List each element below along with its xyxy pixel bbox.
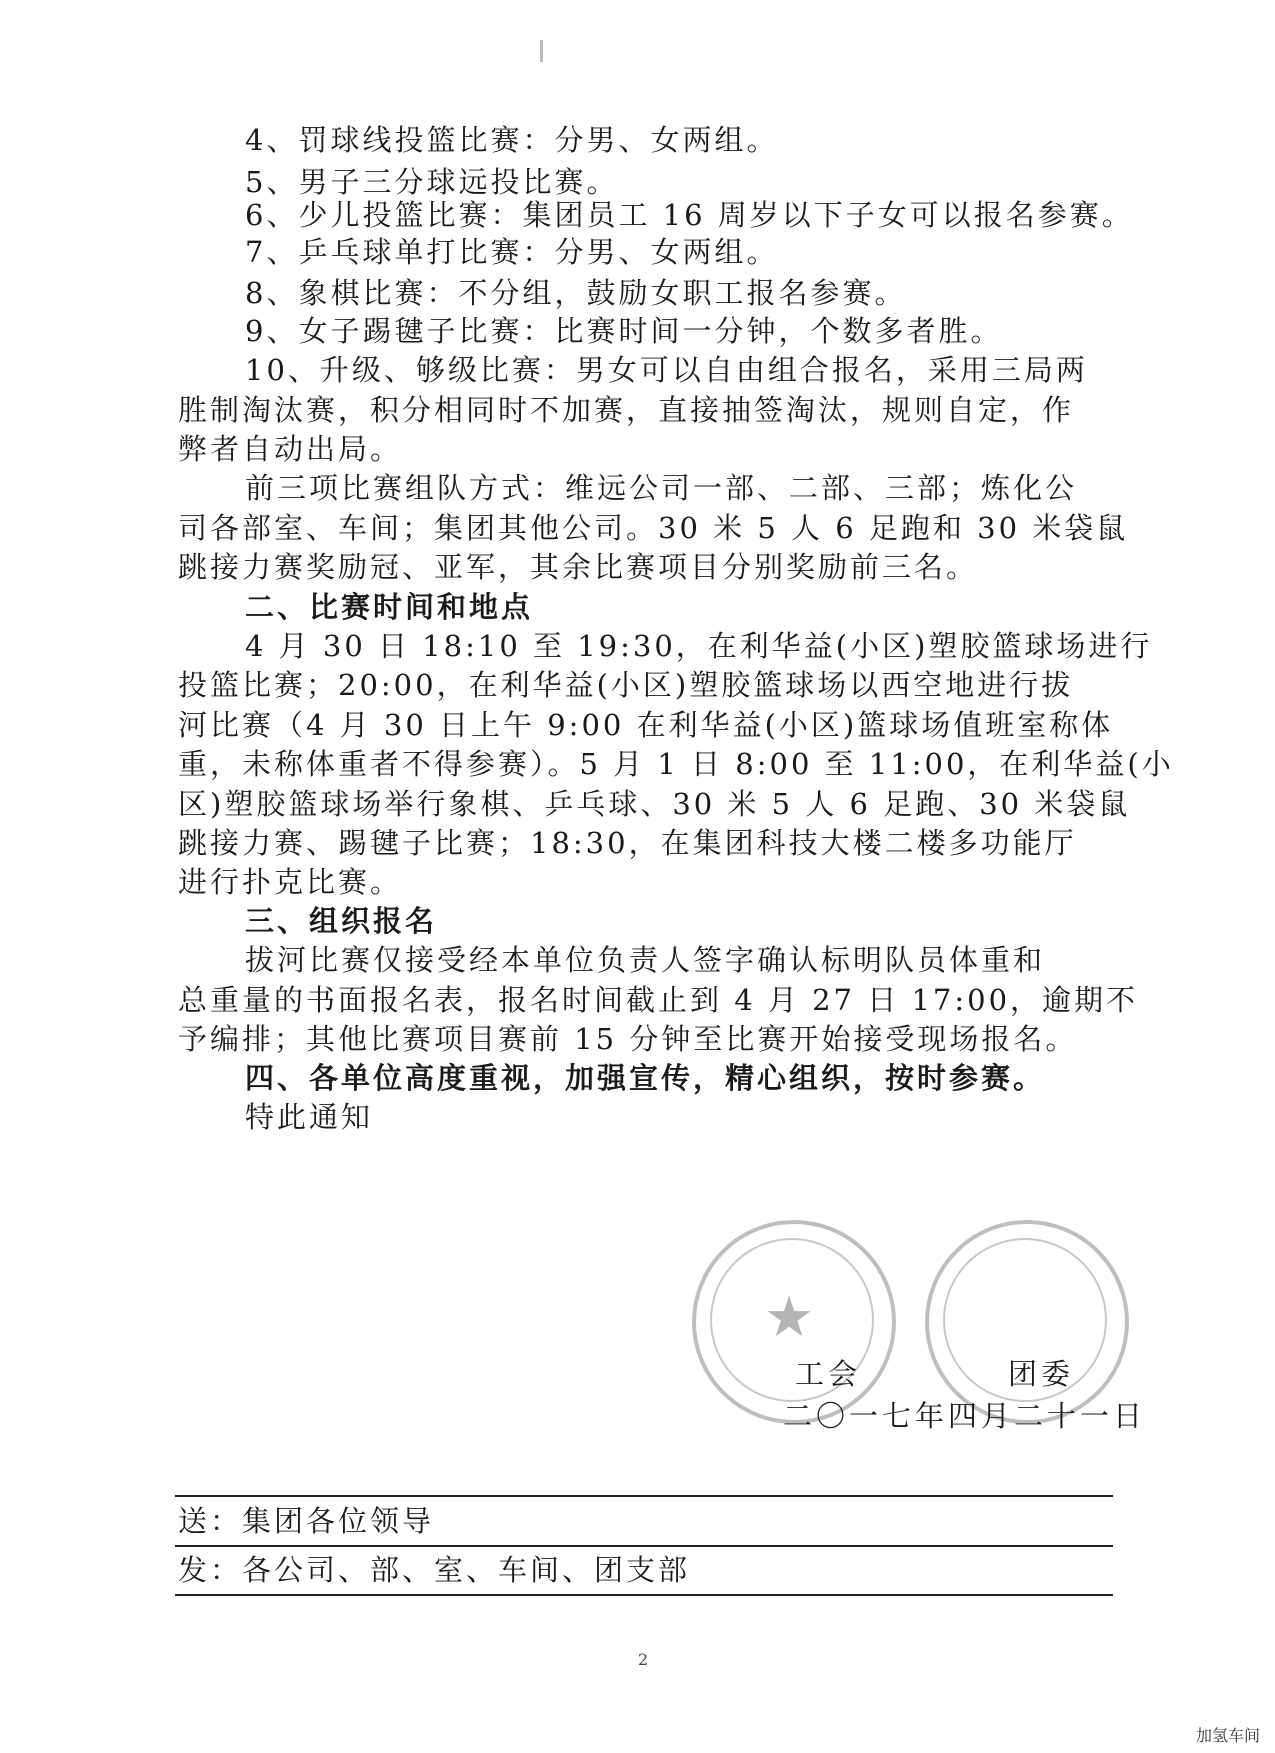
item-10-line-1: 10、升级、够级比赛：男女可以自由组合报名，采用三局两 — [245, 353, 1088, 387]
distribution-to: 送：集团各位领导 — [178, 1504, 435, 1538]
section-2-heading: 二、比赛时间和地点 — [245, 590, 534, 624]
section-4-heading: 四、各单位高度重视，加强宣传，精心组织，按时参赛。 — [245, 1061, 1046, 1095]
section-2-line-5: 区)塑胶篮球场举行象棋、乒乓球、30 米 5 人 6 足跑、30 米袋鼠 — [178, 787, 1131, 821]
section-2-line-3: 河比赛（4 月 30 日上午 9:00 在利华益(小区)篮球场值班室称体 — [178, 708, 1114, 742]
item-7: 7、乒乓球单打比赛：分男、女两组。 — [245, 235, 779, 269]
team-paragraph-line-2: 司各部室、车间；集团其他公司。30 米 5 人 6 足跑和 30 米袋鼠 — [178, 511, 1129, 545]
section-3-line-2: 总重量的书面报名表，报名时间截止到 4 月 27 日 17:00，逾期不 — [178, 983, 1139, 1017]
distribution-cc: 发：各公司、部、室、车间、团支部 — [178, 1553, 691, 1587]
item-6: 6、少儿投篮比赛：集团员工 16 周岁以下子女可以报名参赛。 — [245, 198, 1134, 232]
item-10-line-3: 弊者自动出局。 — [178, 432, 403, 466]
section-3-line-1: 拔河比赛仅接受经本单位负责人签字确认标明队员体重和 — [245, 943, 1046, 977]
section-2-line-4: 重，未称体重者不得参赛）。5 月 1 日 8:00 至 11:00，在利华益(小 — [178, 747, 1174, 781]
page-number: 2 — [638, 1650, 649, 1669]
item-5: 5、男子三分球远投比赛。 — [245, 165, 619, 199]
section-2-line-2: 投篮比赛；20:00，在利华益(小区)塑胶篮球场以西空地进行拔 — [178, 668, 1074, 702]
signature-youth-league: 团委 — [1008, 1357, 1075, 1391]
distribution-rule-bottom — [175, 1594, 1113, 1596]
section-3-heading: 三、组织报名 — [245, 904, 438, 938]
distribution-rule-middle — [175, 1545, 1113, 1547]
team-paragraph-line-3: 跳接力赛奖励冠、亚军，其余比赛项目分别奖励前三名。 — [178, 550, 979, 584]
notice-closing: 特此通知 — [245, 1100, 374, 1134]
section-2-line-1: 4 月 30 日 18:10 至 19:30，在利华益(小区)塑胶篮球场进行 — [245, 629, 1153, 663]
item-8: 8、象棋比赛：不分组，鼓励女职工报名参赛。 — [245, 276, 907, 310]
star-icon: ★ — [764, 1285, 815, 1350]
item-9: 9、女子踢毽子比赛：比赛时间一分钟，个数多者胜。 — [245, 314, 1003, 348]
section-2-line-6: 跳接力赛、踢毽子比赛；18:30，在集团科技大楼二楼多功能厅 — [178, 826, 1077, 860]
watermark-text: 加氢车间 — [1196, 1726, 1261, 1745]
item-4: 4、罚球线投篮比赛：分男、女两组。 — [245, 123, 779, 157]
distribution-rule-top — [175, 1495, 1113, 1497]
signature-date: 二〇一七年四月二十一日 — [783, 1399, 1147, 1433]
team-paragraph-line-1: 前三项比赛组队方式：维远公司一部、二部、三部；炼化公 — [245, 471, 1078, 505]
item-10-line-2: 胜制淘汰赛，积分相同时不加赛，直接抽签淘汰，规则自定，作 — [178, 393, 1075, 427]
scan-speck — [540, 40, 543, 62]
section-2-line-7: 进行扑克比赛。 — [178, 865, 403, 899]
signature-union: 工会 — [795, 1357, 862, 1391]
section-3-line-3: 予编排；其他比赛项目赛前 15 分钟至比赛开始接受现场报名。 — [178, 1022, 1078, 1056]
union-seal — [692, 1220, 896, 1424]
